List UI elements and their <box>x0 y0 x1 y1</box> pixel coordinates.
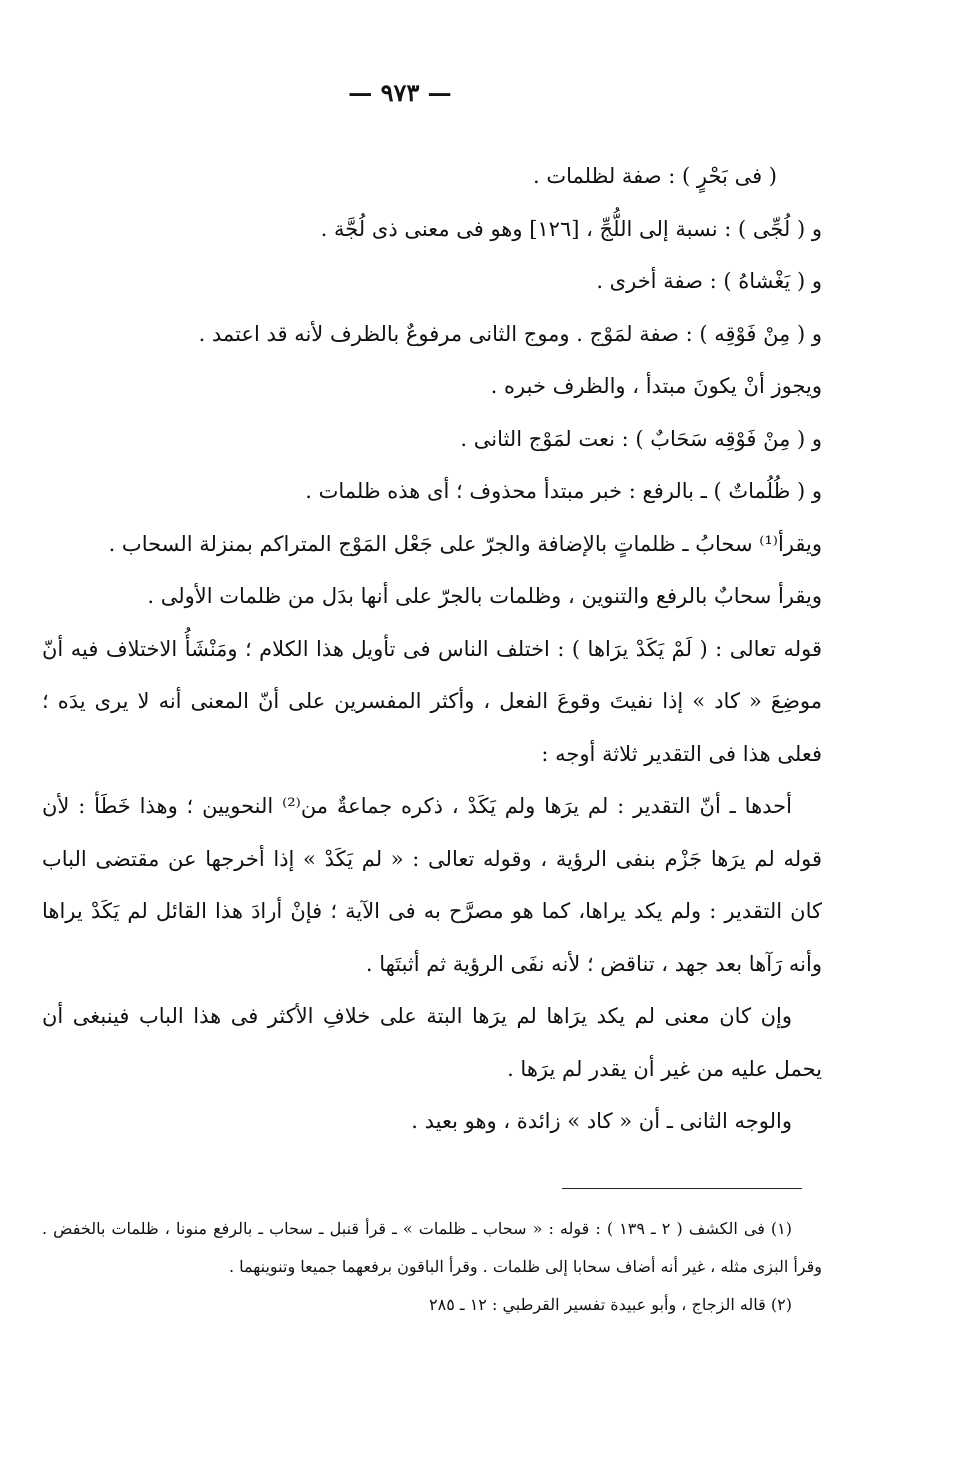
footnotes <box>42 1210 822 1324</box>
paragraph: ويقرأ⁽¹⁾ سحابُ ـ ظلماتٍ بالإضافة والجرّ على جَعْل المَوْج المتراكم بمنزلة السحاب . <box>108 531 822 556</box>
page-number: — ٩٧٣ — <box>348 78 452 107</box>
paragraph: والوجه الثانى ـ أن « كاد » زائدة ، وهو بعيد . <box>411 1109 792 1133</box>
paragraph: و ( مِنْ فَوْقِه ) : صفة لمَوْج . وموج الثانى مرفوعٌ بالظرف لأنه قد اعتمد . <box>198 321 822 346</box>
paragraph: ويقرأ سحابٌ بالرفع والتنوين ، وظلمات بالجرّ على أنها بدَل من ظلمات الأولى . <box>147 584 822 608</box>
footnote: (١) فى الكشف ( ٢ ـ ١٣٩ ) : قوله : « سحاب ـ ظلمات » ـ قرأ قنبل ـ سحاب ـ بالرفع منونا ، ظلمات بالخفض . وقرأ البزى مثله ، غير أنه أضاف سحابا إلى ظلمات . وقرأ الباقون برفعهما جميعا وتنوينهما . <box>42 1219 822 1276</box>
footnote: (٢) قاله الزجاج ، وأبو عبيدة تفسير القرطبي : ١٢ ـ ٢٨٥ <box>429 1295 792 1314</box>
paragraph: ويجوز أنْ يكونَ مبتدأ ، والظرف خبره . <box>490 374 822 398</box>
paragraph: أحدها ـ أنّ التقدير : لم يرَها ولم يَكَدْ ، ذكره جماعةٌ من⁽²⁾ النحويين ؛ وهذا خَطَأ : لأن قوله لم يرَها جَزْم بنفى الرؤية ، وقوله تعالى : « لم يَكَدْ » إذا أخرجها عن مقتضى الباب كان التقدير : ولم يكد يراها، كما هو مصرَّح به فى الآية ؛ فإنْ أرادَ هذا القائل لم يَكَدْ يراها وأنه رَآها بعد جهد ، تناقض ؛ لأنه نفَى الرؤية ثم أثبتَها . <box>42 794 822 976</box>
main-text <box>42 150 822 1148</box>
paragraph: وإن كان معنى لم يكد يرَاها لم يرَها البتة على خلافِ الأكثر فى هذا الباب فينبغى أن يحمل عليه من غير أن يقدر لم يرَها . <box>42 1004 822 1081</box>
paragraph: و ( ظُلُماتٌ ) ـ بالرفع : خبر مبتدأ محذوف ؛ أى هذه ظلمات . <box>305 479 822 503</box>
paragraph: و ( يَغْشاهُ ) : صفة أخرى . <box>596 269 822 293</box>
paragraph: و ( لُجِّى ) : نسبة إلى اللُّجِّ ، [١٢٦] وهو فى معنى ذى لُجَّة . <box>320 216 822 241</box>
footnote-divider <box>562 1188 802 1189</box>
paragraph: قوله تعالى : ( لَمْ يَكَدْ يرَاها ) : اختلف الناس فى تأويل هذا الكلام ؛ ومَنْشَأُ الاختلاف فيه أنّ موضِعَ « كاد » إذا نفيتَ وقوعَ الفعل ، وأكثر المفسرين على أنّ المعنى أنه لا يرى يدَه ؛ فعلى هذا فى التقدير ثلاثة أوجه : <box>42 636 822 766</box>
paragraph: و ( مِنْ فَوْقِه سَحَابٌ ) : نعت لمَوْج الثانى . <box>460 426 822 451</box>
paragraph: ( فى بَحْرٍ ) : صفة لظلمات . <box>533 164 777 188</box>
